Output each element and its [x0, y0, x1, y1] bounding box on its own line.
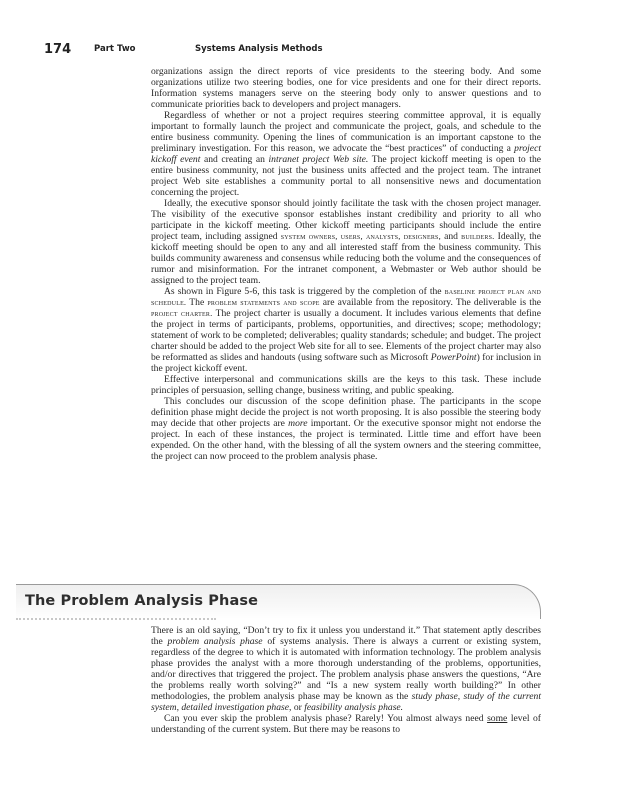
text-run: and	[440, 231, 462, 242]
text-run: level of understanding of the current system. But there may be reasons to	[151, 713, 541, 735]
part-label: Part Two	[94, 44, 136, 54]
problem-analysis-text	[151, 625, 541, 735]
text-run: important. Or the executive sponsor might not endorse the project. In each of these instances, the project is terminated. Little time and effort have been expended. On the other hand, with the blessing of all the system owners and the steering committee, the project can now proceed to the problem analysis phase.	[151, 418, 542, 462]
text-run: of systems analysis. There is always a current or existing system, regardless of the degree to which it is automated with information technology. The problem analysis phase provides the analyst with a more thorough understanding of the problems, opportunities, and/or directives that triggered the project. The problem analysis phase answers the questions, “Are the problems really worth solving?” and “Is a new system really worth building?” In other methodologies, the problem analysis phase may be known as the	[151, 636, 541, 702]
text-run: The project charter is usually a document. It includes various elements that define the project in terms of participants, problems, opportunities, and directives; scope; methodology; statement of work to be completed; deliverables; quality standards; schedule; and budget. The project charter should be added to the project Web site for all to see. Elements of the project charter may also be reformatted as slides and handouts (using software such as Microsoft	[151, 308, 541, 363]
emphasis-text: intranet project Web site.	[268, 154, 369, 165]
text-run: Ideally, the kickoff meeting should be open to any and all interested staff from the business community. This builds community awareness and consensus while reducing both the volume and the consequences of rumor and misinformation. For the intranet component, a Webmaster or Web author should be assigned to the project team.	[151, 231, 541, 286]
text-run: This concludes our discussion of the scope definition phase. The participants in the scope definition phase might decide the project is not worth proposing. It is also possible the steering body may decide that other projects are	[151, 396, 541, 429]
heading-band-dots	[16, 612, 216, 620]
emphasis-text: more	[288, 418, 308, 429]
paragraph	[151, 625, 541, 713]
text-run: The	[186, 297, 208, 308]
paragraph	[151, 396, 541, 462]
paragraph	[151, 110, 541, 198]
paragraph	[151, 66, 541, 110]
paragraph	[151, 198, 541, 286]
emphasis-text: problem analysis phase	[167, 636, 263, 647]
page-number: 174	[44, 42, 72, 57]
text-run: ) for inclusion in the project kickoff event.	[151, 352, 542, 374]
paragraph	[151, 713, 541, 735]
text-run: or	[291, 702, 305, 713]
text-run: are available from the repository. The deliverable is the	[319, 297, 541, 308]
text-run: The project kickoff meeting is open to the entire business community, not just the business units affected and the project team. The intranet project Web site establishes a community portal to all nonsensitive news and documentation concerning the project.	[151, 154, 542, 198]
text-run: Regardless of whether or not a project requires steering committee approval, it is equally important to formally launch the project and communicate the project, goals, and schedule to the entire business community. Opening the lines of communication is an important capstone to the preliminary investigation. For this reason, we advocate the “best practices” of conducting a	[151, 110, 541, 154]
text-run: organizations assign the direct reports of vice presidents to the steering body. And some organizations utilize two steering bodies, one for vice presidents and one for their direct reports. Information systems managers serve on the steering body only to answer questions and to communicate priorities back to developers and project managers.	[151, 66, 541, 110]
scope-definition-text	[151, 66, 541, 462]
emphasis-text: PowerPoint	[430, 352, 477, 363]
text-run: Ideally, the executive sponsor should jointly facilitate the task with the chosen project manager. The visibility of the executive sponsor establishes instant credibility and priority to all who participate in the kickoff meeting. Other kickoff meeting participants should include the entire project team, including assigned	[151, 198, 541, 242]
emphasis-text: system owners, users, analysts, designers,	[280, 231, 441, 241]
text-run: As shown in Figure 5-6, this task is triggered by the completion of the	[164, 286, 445, 297]
paragraph	[151, 286, 541, 374]
section-heading: The Problem Analysis Phase	[25, 593, 259, 609]
running-header	[44, 44, 584, 60]
text-run: There is an old saying, “Don’t try to fix it unless you understand it.” That statement aptly describes the	[151, 625, 541, 647]
emphasis-text: builders.	[461, 231, 495, 241]
emphasis-text: project kickoff event	[151, 143, 541, 165]
emphasis-text: baseline project plan and schedule.	[151, 286, 541, 307]
emphasis-text: feasibility analysis phase.	[304, 702, 404, 713]
paragraph	[151, 374, 541, 396]
emphasis-text: problem statements and scope	[207, 297, 320, 307]
text-run: Can you ever skip the problem analysis phase? Rarely! You almost always need	[164, 713, 488, 724]
text-run: Effective interpersonal and communications skills are the keys to this task. These include principles of persuasion, selling change, business writing, and public speaking.	[151, 374, 541, 396]
emphasis-text: some	[487, 713, 508, 724]
section-label: Systems Analysis Methods	[195, 44, 323, 54]
emphasis-text: study phase, study of the current system, detailed investigation phase,	[151, 691, 541, 713]
text-run: and creating an	[200, 154, 269, 165]
emphasis-text: project charter.	[151, 308, 213, 318]
